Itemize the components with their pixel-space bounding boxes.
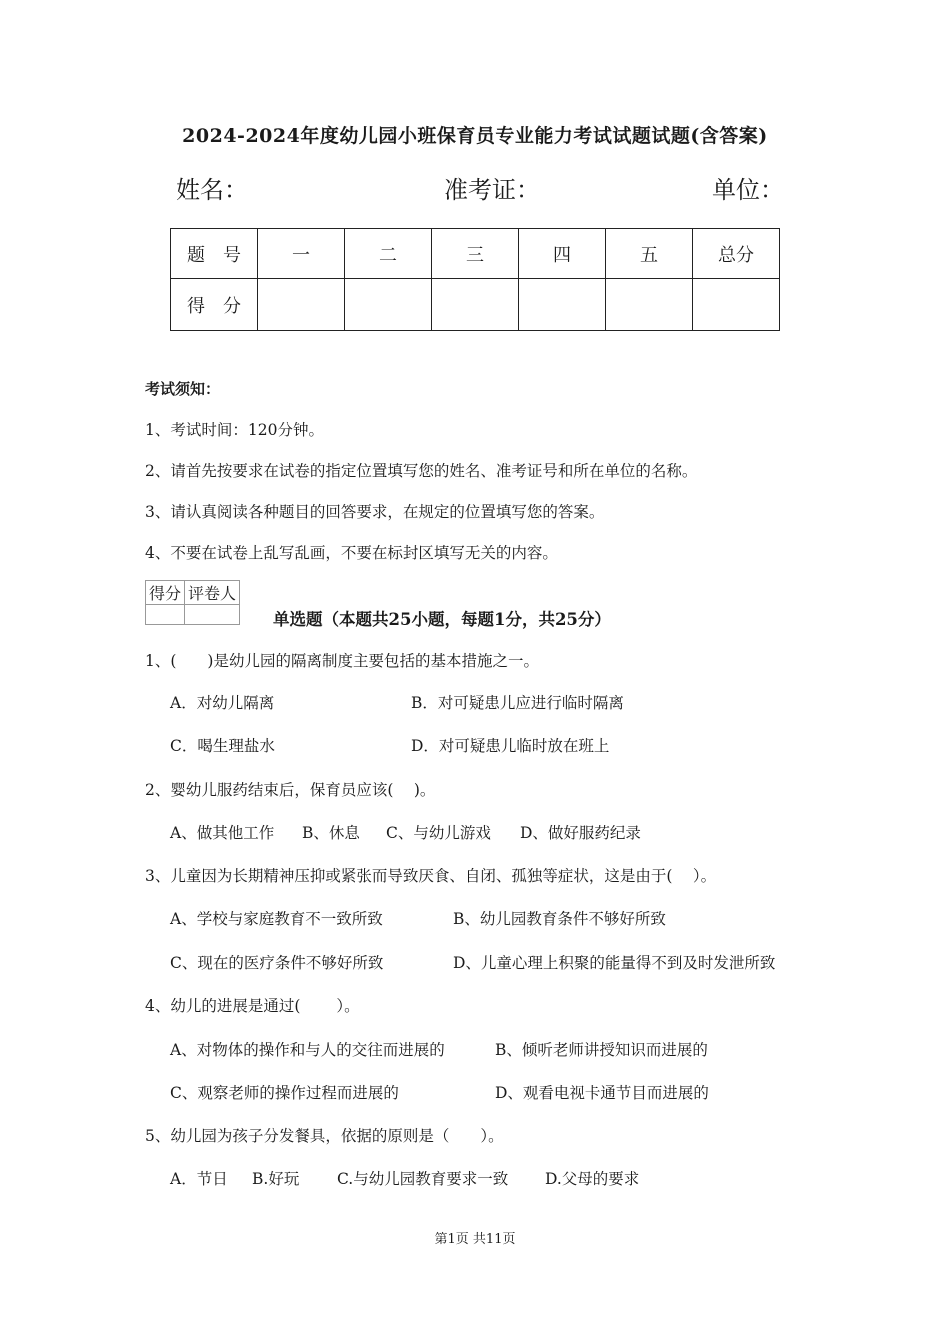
unit-field-label: 单位： — [712, 176, 784, 204]
question-option: A．节日 — [170, 1170, 228, 1188]
score-cell-1 — [258, 279, 345, 331]
question-option: D、观看电视卡通节目而进展的 — [495, 1084, 709, 1102]
question-option: A、做其他工作 — [170, 824, 275, 842]
score-table-col-2: 二 — [345, 229, 432, 279]
score-table — [170, 228, 780, 331]
question-stem: 1、( )是幼儿园的隔离制度主要包括的基本措施之一。 — [145, 652, 539, 670]
notice-item: 1、考试时间：120分钟。 — [145, 421, 324, 439]
grader-reviewer-cell — [185, 605, 240, 625]
notice-item: 4、不要在试卷上乱写乱画，不要在标封区填写无关的内容。 — [145, 544, 558, 562]
page-title: 2024-2024年度幼儿园小班保育员专业能力考试试题试题(含答案) — [182, 125, 768, 147]
score-cell-3 — [432, 279, 519, 331]
question-option: C．喝生理盐水 — [170, 737, 275, 755]
notice-item: 2、请首先按要求在试卷的指定位置填写您的姓名、准考证号和所在单位的名称。 — [145, 462, 698, 480]
question-option: C、与幼儿游戏 — [386, 824, 491, 842]
score-table-col-3: 三 — [432, 229, 519, 279]
score-cell-5 — [606, 279, 693, 331]
question-option: D、做好服药纪录 — [520, 824, 641, 842]
question-stem: 3、儿童因为长期精神压抑或紧张而导致厌食、自闭、孤独等症状，这是由于( ）。 — [145, 867, 717, 885]
score-table-score-row — [171, 279, 780, 331]
notice-item: 3、请认真阅读各种题目的回答要求，在规定的位置填写您的答案。 — [145, 503, 605, 521]
name-field-label: 姓名： — [176, 176, 248, 204]
question-option: B、倾听老师讲授知识而进展的 — [495, 1041, 708, 1059]
question-option: B.好玩 — [252, 1170, 300, 1188]
question-option: D.父母的要求 — [545, 1170, 640, 1188]
question-option: B、幼儿园教育条件不够好所致 — [453, 910, 666, 928]
question-option: B．对可疑患儿应进行临时隔离 — [411, 694, 624, 712]
question-option: A、学校与家庭教育不一致所致 — [170, 910, 383, 928]
score-cell-4 — [519, 279, 606, 331]
question-option: D、儿童心理上积聚的能量得不到及时发泄所致 — [453, 954, 776, 972]
question-stem: 2、婴幼儿服药结束后，保育员应该( )。 — [145, 781, 436, 799]
question-option: C、观察老师的操作过程而进展的 — [170, 1084, 399, 1102]
question-option: C.与幼儿园教育要求一致 — [337, 1170, 509, 1188]
question-option: A．对幼儿隔离 — [170, 694, 275, 712]
question-option: D．对可疑患儿临时放在班上 — [411, 737, 610, 755]
question-option: C、现在的医疗条件不够好所致 — [170, 954, 384, 972]
notice-heading: 考试须知： — [145, 380, 221, 398]
score-table-row-label: 题 号 — [171, 229, 258, 279]
question-option: B、休息 — [302, 824, 360, 842]
grader-box — [145, 580, 240, 625]
score-table-col-total: 总分 — [693, 229, 780, 279]
score-table-col-4: 四 — [519, 229, 606, 279]
question-option: A、对物体的操作和与人的交往而进展的 — [170, 1041, 445, 1059]
score-cell-total — [693, 279, 780, 331]
question-stem: 5、幼儿园为孩子分发餐具，依据的原则是（ ）。 — [145, 1127, 504, 1145]
score-table-col-5: 五 — [606, 229, 693, 279]
question-stem: 4、幼儿的进展是通过( ）。 — [145, 997, 360, 1015]
grader-reviewer-label: 评卷人 — [185, 581, 240, 605]
score-table-col-1: 一 — [258, 229, 345, 279]
score-cell-2 — [345, 279, 432, 331]
exam-id-field-label: 准考证： — [444, 176, 540, 204]
grader-score-label: 得分 — [146, 581, 185, 605]
page-footer: 第1页 共11页 — [434, 1232, 516, 1247]
score-table-header-row — [171, 229, 780, 279]
section-title: 单选题（本题共25小题，每题1分，共25分） — [273, 610, 611, 629]
grader-score-cell — [146, 605, 185, 625]
score-table-score-label: 得 分 — [171, 279, 258, 331]
